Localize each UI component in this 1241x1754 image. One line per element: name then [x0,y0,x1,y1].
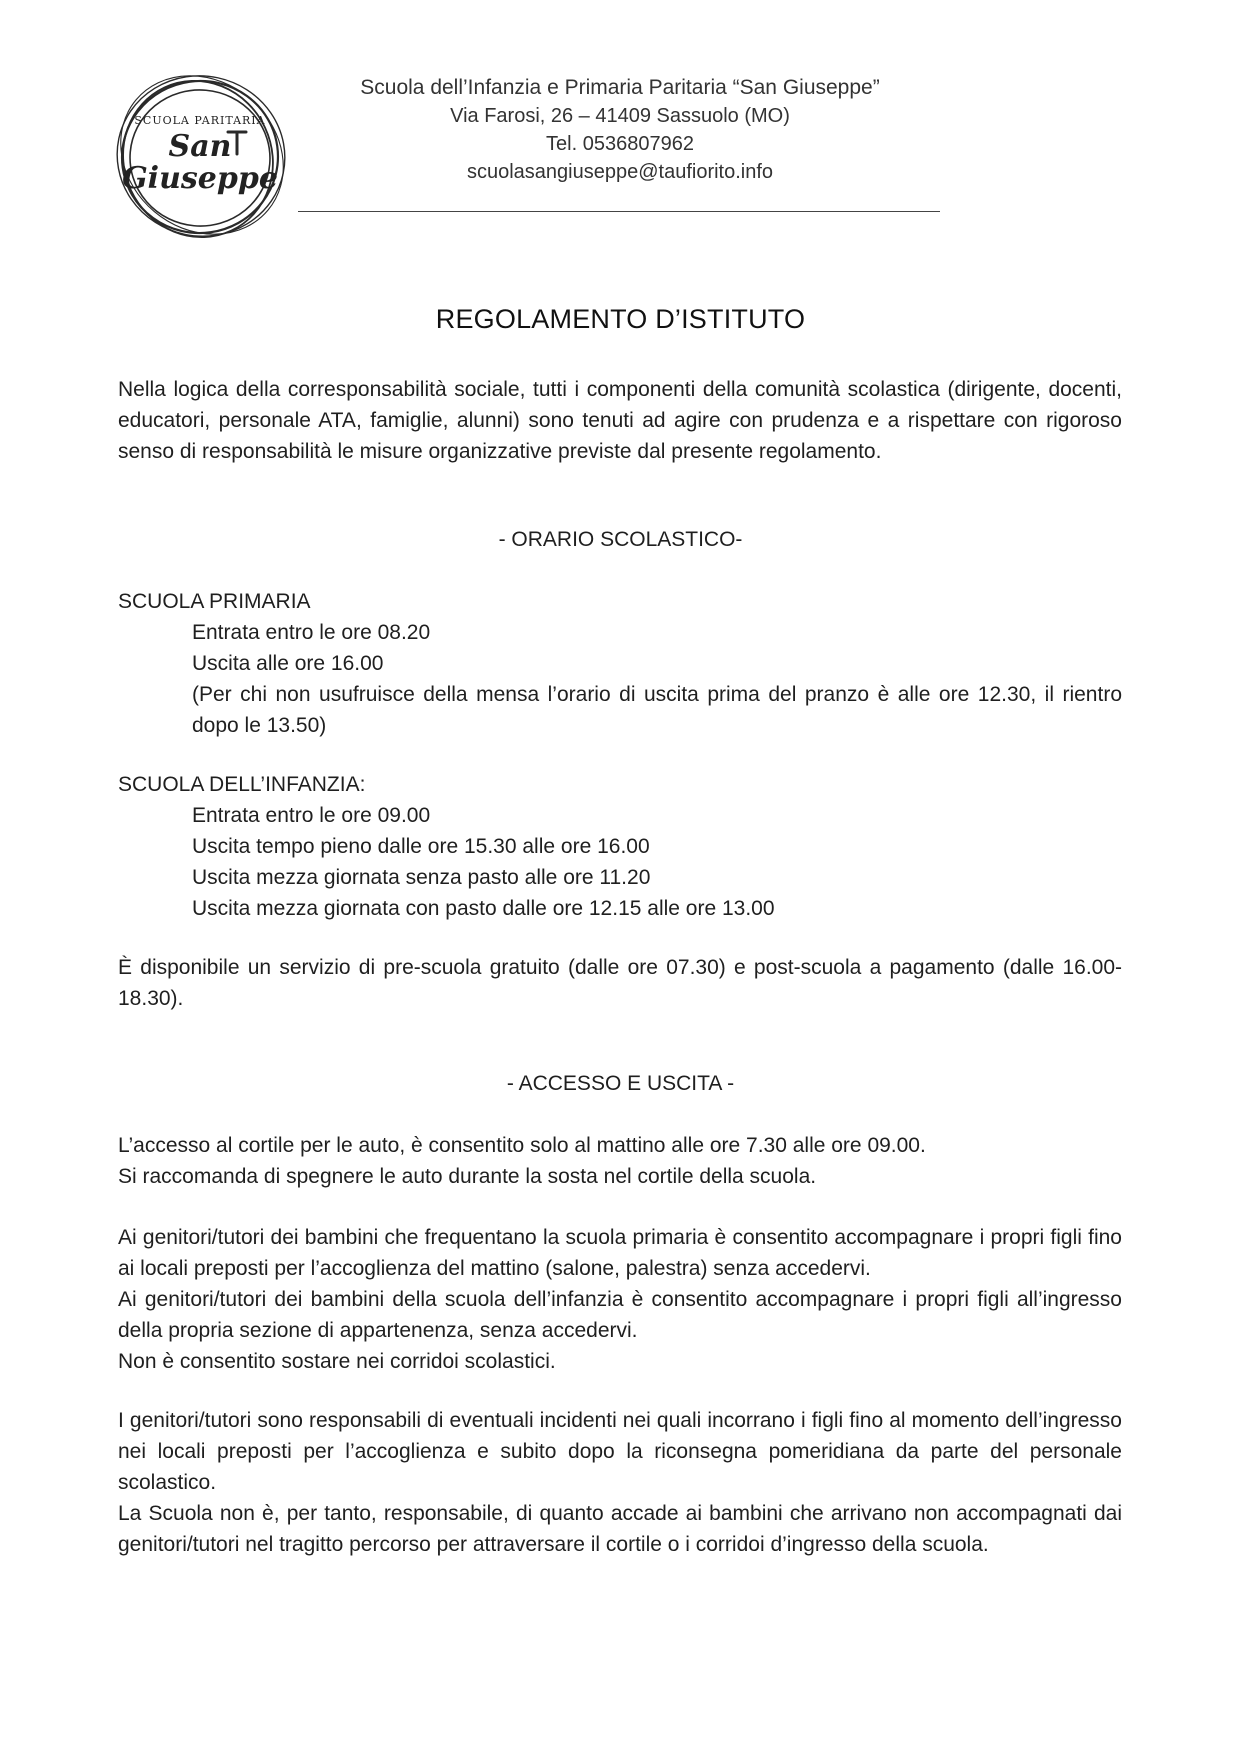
paragraph-line: Si raccomanda di spegnere le auto durante la sosta nel cortile della scuola. [118,1165,817,1188]
infanzia-line: Uscita tempo pieno dalle ore 15.30 alle ore 16.00 [192,835,650,858]
infanzia-heading: SCUOLA DELL’INFANZIA: [118,773,366,796]
infanzia-line: Entrata entro le ore 09.00 [192,804,431,827]
primaria-block [118,586,1122,741]
school-address: Via Farosi, 26 – 41409 Sassuolo (MO) [450,105,790,127]
school-email: scuolasangiuseppe@taufiorito.info [466,161,774,183]
document-title: REGOLAMENTO D’ISTITUTO [435,304,806,334]
logo-line-giuseppe: Giuseppe [122,160,278,196]
school-logo [108,68,292,246]
letterhead [300,74,940,186]
logo-lettering [108,68,292,246]
paragraph-line: L’accesso al cortile per le auto, è consentito solo al mattino alle ore 7.30 alle ore 09.00. [118,1134,926,1157]
section-title-accesso: - ACCESSO E USCITA - [506,1072,735,1095]
section-title-orario: - ORARIO SCOLASTICO- [498,528,743,551]
paragraph-line: La Scuola non è, per tanto, responsabile, di quanto accade ai bambini che arrivano non accompagnati dai genitori/tutori nel tragitto percorso per attraversare il cortile o i corridoi d’ingresso della scuola. [118,1502,1122,1556]
accesso-paragraph-2 [118,1222,1122,1377]
paragraph-line: I genitori/tutori sono responsabili di eventuali incidenti nei quali incorrano i figli fino al momento dell’ingresso nei locali preposti per l’accoglienza e subito dopo la riconsegna pomeridiana da parte del personale scolastico. [118,1409,1122,1494]
paragraph-line: Ai genitori/tutori dei bambini della scuola dell’infanzia è consentito accompagnare i propri figli all’ingresso della propria sezione di appartenenza, senza accedervi. [118,1288,1122,1342]
logo-line-scuola-paritaria: SCUOLA PARITARIA [134,113,266,127]
primaria-line: Uscita alle ore 16.00 [192,652,384,675]
school-name: Scuola dell’Infanzia e Primaria Paritaria “San Giuseppe” [360,76,880,99]
logo-line-san: San [168,128,232,164]
primaria-line: Entrata entro le ore 08.20 [192,621,431,644]
intro-paragraph: Nella logica della corresponsabilità sociale, tutti i componenti della comunità scolastica (dirigente, docenti, educatori, personale ATA, famiglie, alunni) sono tenuti ad agire con prudenza e a rispettare con rigoroso senso di responsabilità le misure organizzative previste dal presente regolamento. [118,378,1122,463]
school-phone: Tel. 0536807962 [546,133,694,155]
infanzia-line: Uscita mezza giornata con pasto dalle ore 12.15 alle ore 13.00 [192,897,775,920]
infanzia-block [118,769,1122,924]
primaria-line: (Per chi non usufruisce della mensa l’orario di uscita prima del pranzo è alle ore 12.30, il rientro dopo le 13.50) [192,683,1122,737]
paragraph-line: Non è consentito sostare nei corridoi scolastici. [118,1350,556,1373]
primaria-heading: SCUOLA PRIMARIA [118,590,311,613]
header-divider [298,211,940,212]
accesso-paragraph-3 [118,1405,1122,1560]
servizio-paragraph: È disponibile un servizio di pre-scuola gratuito (dalle ore 07.30) e post-scuola a pagamento (dalle 16.00-18.30). [118,956,1122,1010]
infanzia-line: Uscita mezza giornata senza pasto alle ore 11.20 [192,866,651,889]
accesso-paragraph-1 [118,1130,1122,1192]
paragraph-line: Ai genitori/tutori dei bambini che frequentano la scuola primaria è consentito accompagnare i propri figli fino ai locali preposti per l’accoglienza del mattino (salone, palestra) senza accedervi. [118,1226,1122,1280]
